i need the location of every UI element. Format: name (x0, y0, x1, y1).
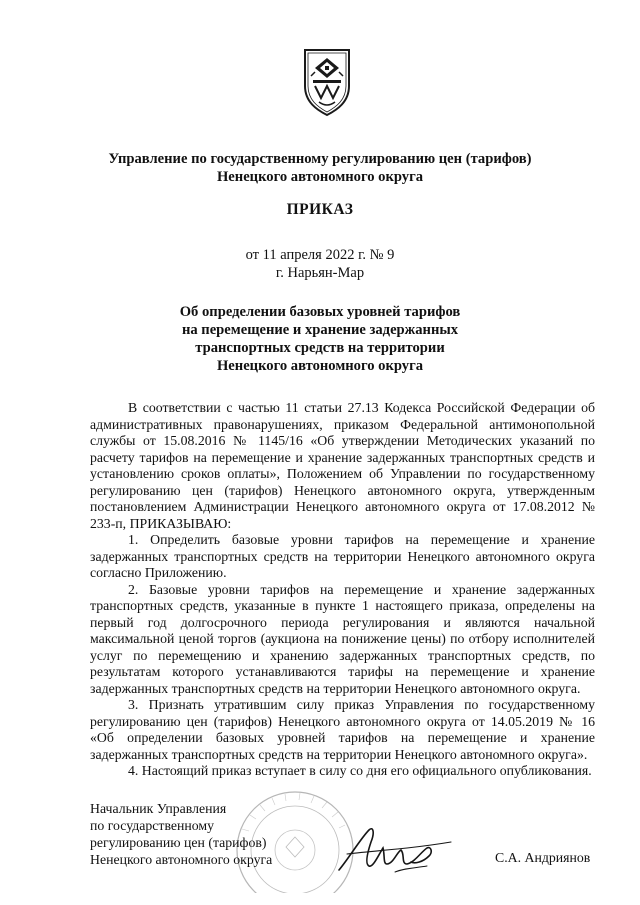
document-type: ПРИКАЗ (286, 201, 354, 218)
agency-name-line: Управление по государственному регулированию цен (тарифов) (108, 151, 532, 167)
order-item-2: 2. Базовые уровни тарифов на перемещение и хранение задержанных транспортных средств, указанные в пункте 1 настоящего приказа, определены на первый год долгосрочного периода регулирования и являются начальной максимальной ценой торгов (аукциона на понижение цены) по отбору исполнителей услуг по перемещению и хранению задержанных транспортных средств, по результатам которого устанавливаются тарифы на перемещение и хранение задержанных транспортных средств на территории Ненецкого автономного округа. (90, 581, 595, 696)
agency-region-line: Ненецкого автономного округа (216, 169, 424, 185)
signatory-position-line: Ненецкого автономного округа (90, 852, 273, 867)
agency-header (60, 150, 580, 186)
document-title (80, 303, 560, 375)
handwritten-signature-icon (335, 818, 455, 888)
signatory-name: С.А. Андриянов (495, 850, 591, 865)
document-city: г. Нарьян-Мар (275, 265, 365, 281)
document-date-block (60, 246, 580, 282)
signatory-position (90, 800, 272, 868)
signatory-position-line: регулированию цен (тарифов) (90, 835, 267, 850)
signatory-position-line: по государственному (90, 818, 215, 833)
order-item-4: 4. Настоящий приказ вступает в силу со дня его официального опубликования. (128, 763, 592, 778)
title-line: транспортных средств на территории (195, 340, 445, 356)
coat-of-arms-icon (299, 46, 355, 118)
order-item-3: 3. Признать утратившим силу приказ Управления по государственному регулированию цен (тарифов) Ненецкого автономного округа от 14.05.2019 № 16 «Об определении базовых уровней тарифов на перемещение и хранение задержанных транспортных средств на территории Ненецкого автономного округа». (90, 697, 595, 762)
title-line: Об определении базовых уровней тарифов (179, 304, 461, 320)
order-item-1: 1. Определить базовые уровни тарифов на перемещение и хранение задержанных транспортных средств на территории Ненецкого автономного округа согласно Приложению. (90, 532, 595, 580)
title-line: Ненецкого автономного округа (216, 358, 424, 374)
signatory-position-line: Начальник Управления (90, 801, 227, 816)
preamble-paragraph: В соответствии с частью 11 статьи 27.13 Кодекса Российской Федерации об административных правонарушениях, приказом Федеральной антимонопольной службы от 15.08.2016 № 1145/16 «Об утверждении Методических указаний по расчету тарифов на перемещение и хранение задержанных транспортных средств и установлению сроков оплаты», Положением об Управлении по государственному регулированию цен (тарифов) Ненецкого автономного округа, утвержденным постановлением Администрации Ненецкого автономного округа от 17.08.2012 № 233-п, ПРИКАЗЫВАЮ: (90, 400, 595, 531)
document-date: от 11 апреля 2022 г. № 9 (245, 247, 395, 263)
document-body (90, 400, 595, 780)
title-line: на перемещение и хранение задержанных (181, 322, 459, 338)
